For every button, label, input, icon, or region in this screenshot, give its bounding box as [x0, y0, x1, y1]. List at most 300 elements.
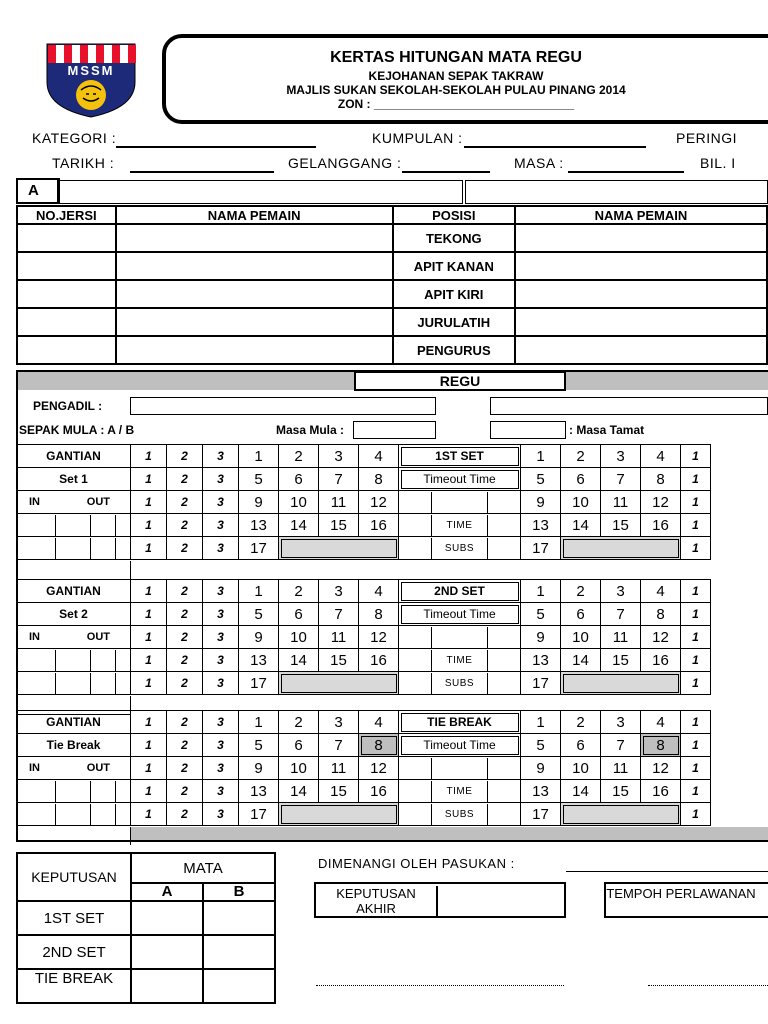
score-cell-b[interactable]: 15 [601, 514, 641, 537]
score-cell-a[interactable]: 5 [239, 734, 279, 757]
score-cell-b[interactable]: 13 [521, 514, 561, 537]
out-label: OUT [86, 631, 110, 643]
timeout-field[interactable] [399, 626, 521, 649]
sub-number[interactable]: 1 [131, 580, 167, 603]
out-box[interactable] [90, 650, 116, 671]
score-filler-a [279, 803, 399, 826]
score-cell-a[interactable]: 8 [359, 468, 399, 491]
mssm-logo [45, 42, 137, 118]
time-label [399, 780, 521, 803]
score-cell-a[interactable]: 11 [319, 626, 359, 649]
sub-number[interactable]: 1 [681, 711, 711, 734]
score-cell-b[interactable]: 9 [521, 491, 561, 514]
score-cell-a[interactable]: 9 [239, 757, 279, 780]
sub-number[interactable]: 1 [681, 672, 711, 695]
score-cell-b[interactable]: 15 [601, 649, 641, 672]
kategori-field[interactable] [116, 146, 316, 148]
score-cell-a[interactable]: 9 [239, 626, 279, 649]
sub-number[interactable]: 1 [131, 803, 167, 826]
score-cell-b[interactable]: 4 [641, 711, 681, 734]
score-cell-a[interactable]: 6 [279, 468, 319, 491]
set-title: 1ST SET [399, 445, 521, 468]
score-cell-b[interactable]: 5 [521, 468, 561, 491]
score-cell-b[interactable]: 16 [641, 514, 681, 537]
sub-number[interactable]: 1 [131, 672, 167, 695]
timeout-label: Timeout Time [399, 468, 521, 491]
time-text: TIME [431, 650, 488, 671]
score-filler-a [279, 537, 399, 560]
score-cell-b[interactable]: 10 [561, 491, 601, 514]
score-cell-a[interactable]: 12 [359, 491, 399, 514]
out-label: OUT [86, 496, 110, 508]
sub-number[interactable]: 1 [681, 603, 711, 626]
score-cell-a[interactable]: 7 [319, 468, 359, 491]
score-cell-a[interactable]: 16 [359, 649, 399, 672]
score-filler-b [561, 537, 681, 560]
in-out-boxes [17, 780, 131, 803]
nama-cell[interactable] [116, 280, 393, 308]
set-3-table [16, 710, 711, 826]
bottom-gray-bar [131, 827, 768, 840]
sub-number[interactable]: 3 [203, 734, 239, 757]
sub-number[interactable]: 2 [167, 603, 203, 626]
sub-number[interactable]: 2 [167, 514, 203, 537]
sub-number[interactable]: 1 [681, 468, 711, 491]
keputusan-row-label: 2ND SET [17, 935, 131, 969]
score-cell-a[interactable]: 14 [279, 514, 319, 537]
gelanggang-label: GELANGGANG : [288, 155, 402, 171]
jersi-cell[interactable] [17, 308, 116, 336]
sub-number[interactable]: 2 [167, 537, 203, 560]
peringkat-label: PERINGI [676, 130, 738, 146]
nama-cell[interactable] [116, 308, 393, 336]
set-title: 2ND SET [399, 580, 521, 603]
svg-text:MSSM: MSSM [67, 63, 115, 78]
score-cell-a[interactable]: 16 [359, 514, 399, 537]
posisi-cell: TEKONG [393, 224, 515, 252]
sub-number[interactable]: 1 [681, 780, 711, 803]
masa-label: MASA : [514, 155, 564, 171]
score-cell-a[interactable]: 11 [319, 491, 359, 514]
score-cell-a[interactable]: 12 [359, 757, 399, 780]
sub-number[interactable]: 3 [203, 803, 239, 826]
pengadil-field[interactable] [130, 397, 436, 415]
score-cell-a[interactable]: 14 [279, 780, 319, 803]
sub-number[interactable]: 2 [167, 468, 203, 491]
score-cell-b[interactable]: 17 [521, 803, 561, 826]
sub-number[interactable]: 2 [167, 491, 203, 514]
in-out-labels [17, 757, 131, 780]
score-cell-b[interactable]: 17 [521, 537, 561, 560]
score-cell-b[interactable]: 9 [521, 757, 561, 780]
score-cell-a[interactable]: 10 [279, 491, 319, 514]
score-cell-b[interactable]: 7 [601, 734, 641, 757]
score-cell-b[interactable]: 15 [601, 780, 641, 803]
score-cell-b[interactable]: 7 [601, 468, 641, 491]
score-cell-a[interactable]: 10 [279, 757, 319, 780]
sub-number[interactable]: 1 [131, 537, 167, 560]
score-cell-a[interactable]: 13 [239, 514, 279, 537]
mata-a-header: A [131, 883, 203, 901]
sub-number[interactable]: 2 [167, 803, 203, 826]
sub-number[interactable]: 2 [167, 626, 203, 649]
score-cell-b[interactable]: 11 [601, 757, 641, 780]
nama-header-b: NAMA PEMAIN [515, 206, 767, 224]
mata-a-cell[interactable] [131, 969, 203, 1003]
nama-cell-b[interactable] [515, 308, 767, 336]
nama-cell-b[interactable] [515, 336, 767, 364]
score-cell-b[interactable]: 1 [521, 711, 561, 734]
regu-bar-right [566, 372, 768, 390]
score-cell-b[interactable]: 14 [561, 780, 601, 803]
sub-number[interactable]: 1 [131, 711, 167, 734]
form-title: KERTAS HITUNGAN MATA REGU [330, 49, 582, 66]
score-cell-a[interactable]: 7 [319, 734, 359, 757]
sub-number[interactable]: 1 [681, 734, 711, 757]
score-cell-b[interactable]: 2 [561, 445, 601, 468]
sub-number[interactable]: 1 [681, 626, 711, 649]
timeout-field[interactable] [399, 491, 521, 514]
bil-label: BIL. I [700, 155, 736, 171]
nama-cell[interactable] [116, 336, 393, 364]
team-label: A [16, 178, 60, 204]
time-text: TIME [431, 515, 488, 536]
score-cell-b[interactable]: 12 [641, 757, 681, 780]
score-cell-a[interactable]: 5 [239, 468, 279, 491]
in-out-boxes [17, 537, 131, 560]
subs-label [399, 803, 521, 826]
score-cell-b[interactable]: 1 [521, 580, 561, 603]
posisi-cell: APIT KIRI [393, 280, 515, 308]
score-cell-b[interactable]: 14 [561, 649, 601, 672]
sub-number[interactable]: 1 [131, 468, 167, 491]
score-cell-b[interactable]: 5 [521, 734, 561, 757]
player-table [16, 205, 768, 365]
regu-bar-left [18, 372, 354, 390]
in-box[interactable] [17, 804, 56, 825]
team-name-field-b[interactable] [465, 180, 768, 204]
score-cell-a[interactable]: 17 [239, 537, 279, 560]
subs-label [399, 537, 521, 560]
masa-mula-field[interactable] [353, 421, 436, 439]
score-cell-a[interactable]: 6 [279, 603, 319, 626]
sub-number[interactable]: 2 [167, 672, 203, 695]
keputusan-akhir-label: KEPUTUSAN AKHIR [316, 886, 438, 916]
sub-number[interactable]: 3 [203, 603, 239, 626]
sub-number[interactable]: 3 [203, 445, 239, 468]
in-out-labels [17, 491, 131, 514]
pengadil-field-b[interactable] [490, 397, 768, 415]
posisi-header: POSISI [393, 206, 515, 224]
kategori-label: KATEGORI : [32, 130, 117, 146]
out-box[interactable] [90, 781, 116, 802]
gantian-label: GANTIAN [17, 580, 131, 603]
score-filler-b [561, 672, 681, 695]
sub-number[interactable]: 1 [131, 603, 167, 626]
sub-number[interactable]: 2 [167, 780, 203, 803]
score-cell-b[interactable]: 5 [521, 603, 561, 626]
sub-number[interactable]: 3 [203, 468, 239, 491]
score-cell-b[interactable]: 13 [521, 780, 561, 803]
score-cell-b[interactable]: 10 [561, 757, 601, 780]
score-cell-b[interactable]: 3 [601, 445, 641, 468]
sub-number[interactable]: 1 [681, 649, 711, 672]
mata-b-cell[interactable] [203, 901, 275, 935]
posisi-cell: PENGURUS [393, 336, 515, 364]
score-cell-b[interactable]: 12 [641, 491, 681, 514]
signature-line [316, 985, 564, 986]
timeout-field[interactable] [399, 757, 521, 780]
jersi-cell[interactable] [17, 280, 116, 308]
score-cell-a[interactable]: 15 [319, 780, 359, 803]
nama-cell[interactable] [116, 224, 393, 252]
score-cell-a[interactable]: 4 [359, 445, 399, 468]
sub-number[interactable]: 1 [681, 580, 711, 603]
sub-number[interactable]: 3 [203, 649, 239, 672]
score-filler-b [561, 803, 681, 826]
jersi-cell[interactable] [17, 252, 116, 280]
set-title: TIE BREAK [399, 711, 521, 734]
out-label: OUT [86, 762, 110, 774]
sub-number[interactable]: 1 [131, 757, 167, 780]
signature-line [648, 985, 768, 986]
score-cell-b[interactable]: 7 [601, 603, 641, 626]
gantian-label: GANTIAN [17, 445, 131, 468]
set-spacer [18, 561, 131, 580]
score-cell-b[interactable]: 6 [561, 734, 601, 757]
in-label: IN [29, 496, 40, 508]
regu-label: REGU [354, 371, 566, 391]
set-name: Set 2 [17, 603, 131, 626]
sub-number[interactable]: 3 [203, 626, 239, 649]
masa-tamat-label: : Masa Tamat [569, 423, 645, 437]
score-cell-b[interactable]: 16 [641, 780, 681, 803]
score-cell-b[interactable]: 2 [561, 580, 601, 603]
in-out-boxes [17, 672, 131, 695]
sub-number[interactable]: 1 [681, 757, 711, 780]
score-cell-b[interactable]: 1 [521, 445, 561, 468]
score-cell-a[interactable]: 1 [239, 711, 279, 734]
tarikh-label: TARIKH : [52, 155, 115, 171]
mata-a-cell[interactable] [131, 901, 203, 935]
set-name: Tie Break [17, 734, 131, 757]
score-cell-b[interactable]: 11 [601, 491, 641, 514]
score-cell-b[interactable]: 2 [561, 711, 601, 734]
score-cell-b[interactable]: 3 [601, 580, 641, 603]
set-2-table [16, 579, 711, 695]
mata-header: MATA [131, 853, 275, 883]
sub-number[interactable]: 1 [131, 780, 167, 803]
jersi-cell[interactable] [17, 224, 116, 252]
event-name: KEJOHANAN SEPAK TAKRAW [368, 69, 544, 83]
kumpulan-label: KUMPULAN : [372, 130, 463, 146]
score-cell-b[interactable]: 3 [601, 711, 641, 734]
score-cell-a[interactable]: 2 [279, 711, 319, 734]
sub-number[interactable]: 1 [681, 445, 711, 468]
timeout-label: Timeout Time [399, 603, 521, 626]
score-cell-a[interactable]: 2 [279, 445, 319, 468]
score-cell-a[interactable]: 3 [319, 445, 359, 468]
sub-number[interactable]: 1 [131, 649, 167, 672]
score-cell-a[interactable]: 4 [359, 711, 399, 734]
score-cell-b[interactable]: 17 [521, 672, 561, 695]
title-box [162, 34, 768, 124]
score-cell-a[interactable]: 15 [319, 514, 359, 537]
sub-number[interactable]: 3 [203, 757, 239, 780]
out-box[interactable] [90, 804, 116, 825]
score-cell-a[interactable]: 8 [359, 734, 399, 757]
score-cell-b[interactable]: 9 [521, 626, 561, 649]
score-cell-b[interactable]: 4 [641, 580, 681, 603]
score-cell-a[interactable]: 17 [239, 672, 279, 695]
subs-text: SUBS [431, 538, 488, 559]
score-cell-a[interactable]: 12 [359, 626, 399, 649]
sub-number[interactable]: 2 [167, 711, 203, 734]
kumpulan-field[interactable] [464, 146, 646, 148]
score-cell-a[interactable]: 3 [319, 580, 359, 603]
score-cell-b[interactable]: 8 [641, 468, 681, 491]
sub-number[interactable]: 1 [681, 537, 711, 560]
score-cell-a[interactable]: 16 [359, 780, 399, 803]
sub-number[interactable]: 1 [131, 491, 167, 514]
in-box[interactable] [17, 650, 56, 671]
dimenangi-label: DIMENANGI OLEH PASUKAN : [318, 856, 515, 871]
subs-label [399, 672, 521, 695]
score-cell-a[interactable]: 13 [239, 649, 279, 672]
score-cell-b[interactable]: 6 [561, 468, 601, 491]
timeout-label: Timeout Time [399, 734, 521, 757]
score-cell-a[interactable]: 7 [319, 603, 359, 626]
mata-b-cell[interactable] [203, 969, 275, 1003]
in-box[interactable] [17, 781, 56, 802]
keputusan-row-label: TIE BREAK [17, 969, 131, 1003]
score-cell-a[interactable]: 17 [239, 803, 279, 826]
sub-number[interactable]: 2 [167, 734, 203, 757]
keputusan-akhir-box [314, 882, 566, 918]
score-cell-a[interactable]: 15 [319, 649, 359, 672]
set-name: Set 1 [17, 468, 131, 491]
sub-number[interactable]: 2 [167, 445, 203, 468]
score-cell-b[interactable]: 12 [641, 626, 681, 649]
score-cell-a[interactable]: 5 [239, 603, 279, 626]
nama-cell-b[interactable] [515, 280, 767, 308]
gantian-label: GANTIAN [17, 711, 131, 734]
nama-cell[interactable] [116, 252, 393, 280]
sub-number[interactable]: 3 [203, 711, 239, 734]
score-cell-b[interactable]: 8 [641, 734, 681, 757]
gelanggang-field[interactable] [402, 171, 490, 173]
sub-number[interactable]: 3 [203, 580, 239, 603]
nama-cell-b[interactable] [515, 252, 767, 280]
score-cell-a[interactable]: 1 [239, 445, 279, 468]
sub-number[interactable]: 1 [131, 734, 167, 757]
nama-cell-b[interactable] [515, 224, 767, 252]
sub-number[interactable]: 3 [203, 780, 239, 803]
score-cell-a[interactable]: 4 [359, 580, 399, 603]
score-cell-a[interactable]: 10 [279, 626, 319, 649]
score-cell-b[interactable]: 16 [641, 649, 681, 672]
score-cell-b[interactable]: 8 [641, 603, 681, 626]
pengadil-label: PENGADIL : [33, 399, 103, 413]
score-cell-b[interactable]: 10 [561, 626, 601, 649]
score-cell-b[interactable]: 6 [561, 603, 601, 626]
sub-number[interactable]: 1 [131, 514, 167, 537]
score-cell-a[interactable]: 2 [279, 580, 319, 603]
sub-number[interactable]: 3 [203, 514, 239, 537]
posisi-cell: APIT KANAN [393, 252, 515, 280]
out-box[interactable] [90, 673, 116, 694]
sub-number[interactable]: 2 [167, 580, 203, 603]
mata-b-header: B [203, 883, 275, 901]
score-cell-a[interactable]: 8 [359, 603, 399, 626]
sub-number[interactable]: 2 [167, 757, 203, 780]
sub-number[interactable]: 3 [203, 672, 239, 695]
score-cell-a[interactable]: 9 [239, 491, 279, 514]
nama-header: NAMA PEMAIN [116, 206, 393, 224]
jersi-header: NO.JERSI [17, 206, 116, 224]
score-cell-a[interactable]: 14 [279, 649, 319, 672]
keputusan-table [16, 852, 276, 1004]
score-cell-a[interactable]: 13 [239, 780, 279, 803]
in-label: IN [29, 631, 40, 643]
in-out-boxes [17, 803, 131, 826]
in-box[interactable] [17, 515, 56, 536]
sepak-mula-label: SEPAK MULA : A / B [19, 423, 135, 437]
score-cell-a[interactable]: 11 [319, 757, 359, 780]
team-name-field[interactable] [57, 180, 463, 204]
time-label [399, 514, 521, 537]
sub-number[interactable]: 1 [681, 514, 711, 537]
out-box[interactable] [90, 515, 116, 536]
masa-mula-label: Masa Mula : [276, 423, 345, 437]
jersi-cell[interactable] [17, 336, 116, 364]
sub-number[interactable]: 1 [681, 803, 711, 826]
time-text: TIME [431, 781, 488, 802]
masa-field[interactable] [568, 171, 684, 173]
score-cell-a[interactable]: 6 [279, 734, 319, 757]
sub-number[interactable]: 3 [203, 491, 239, 514]
set-1-table [16, 444, 711, 560]
in-box[interactable] [17, 538, 56, 559]
score-cell-b[interactable]: 14 [561, 514, 601, 537]
zone-line: ZON : ______________________________ [337, 97, 575, 111]
keputusan-label: KEPUTUSAN [17, 853, 131, 901]
set-spacer [18, 827, 131, 845]
score-filler-a [279, 672, 399, 695]
tempoh-label: TEMPOH PERLAWANAN [606, 886, 756, 901]
mata-b-cell[interactable] [203, 935, 275, 969]
posisi-cell: JURULATIH [393, 308, 515, 336]
masa-tamat-field[interactable] [490, 421, 566, 439]
sub-number[interactable]: 1 [131, 445, 167, 468]
sub-number[interactable]: 2 [167, 649, 203, 672]
mata-a-cell[interactable] [131, 935, 203, 969]
in-box[interactable] [17, 673, 56, 694]
score-cell-a[interactable]: 3 [319, 711, 359, 734]
score-cell-b[interactable]: 13 [521, 649, 561, 672]
score-cell-b[interactable]: 11 [601, 626, 641, 649]
sub-number[interactable]: 3 [203, 537, 239, 560]
keputusan-row-label: 1ST SET [17, 901, 131, 935]
dimenangi-field[interactable] [566, 871, 768, 872]
out-box[interactable] [90, 538, 116, 559]
sub-number[interactable]: 1 [681, 491, 711, 514]
score-cell-a[interactable]: 1 [239, 580, 279, 603]
sub-number[interactable]: 1 [131, 626, 167, 649]
tarikh-field[interactable] [130, 171, 274, 173]
subs-text: SUBS [431, 804, 488, 825]
score-cell-b[interactable]: 4 [641, 445, 681, 468]
